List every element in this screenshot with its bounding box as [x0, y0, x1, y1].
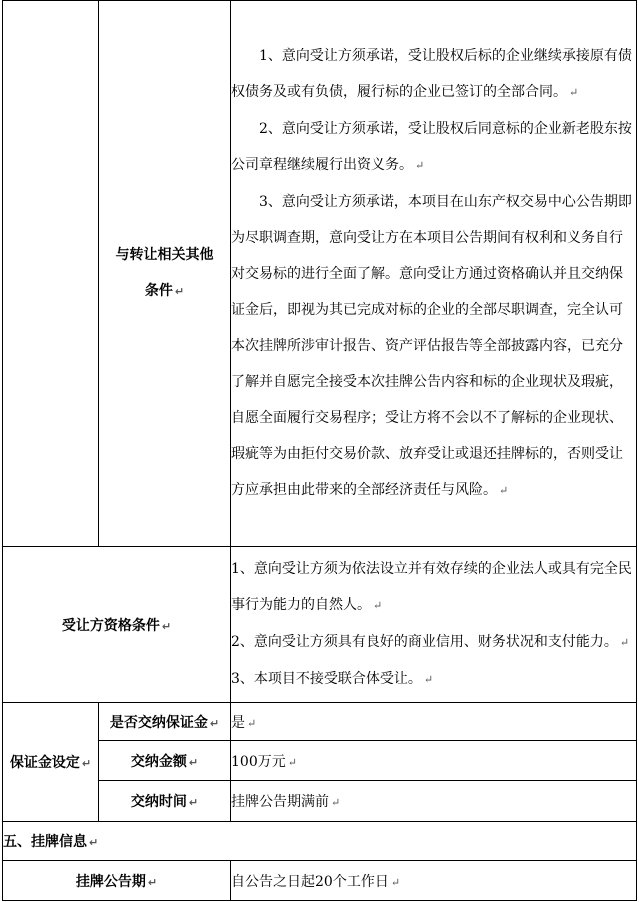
- qualification-label-text: 受让方资格条件: [61, 617, 160, 634]
- transfer-conditions-table: [2, 0, 637, 901]
- paragraph-mark: ↵: [89, 836, 99, 849]
- deposit-row-2: [3, 741, 637, 781]
- other-conditions-content: [231, 1, 637, 547]
- listing-period-row: [3, 861, 637, 901]
- paragraph-mark: ↵: [331, 796, 341, 809]
- listing-period-label: [3, 861, 231, 901]
- deposit-required-label: [99, 703, 231, 741]
- paragraph-mark: ↵: [499, 484, 509, 497]
- other-conditions-label-line1: 与转让相关其他: [115, 247, 214, 263]
- deposit-time-value-text: 挂牌公告期满前: [231, 794, 329, 810]
- listing-section-title-text: 五、挂牌信息: [3, 834, 87, 850]
- listing-period-label-text: 挂牌公告期: [75, 873, 146, 890]
- deposit-row-1: [3, 703, 637, 741]
- deposit-amount-label-text: 交纳金额: [130, 753, 187, 770]
- paragraph-mark: ↵: [287, 755, 297, 769]
- listing-section-title: [3, 822, 637, 861]
- deposit-amount-value: [231, 741, 637, 781]
- deposit-amount-label: [99, 741, 231, 781]
- deposit-time-value: [231, 781, 637, 822]
- paragraph-mark: ↵: [390, 875, 401, 889]
- paragraph-mark: ↵: [423, 673, 434, 686]
- other-conditions-row: [3, 1, 637, 547]
- other-condition-paragraph-3: 3、意向受让方须承诺，本项目在山东产权交易中心公告期即为尽职调查期，意向受让方在本项目公告期间有权利和义务自行对交易标的进行全面了解。意向受让方通过资格确认并且交纳保证金后，即视为其已完成对标的企业的全部尽职调查，完全认可本次挂牌所涉审计报告、资产评估报告等全部披露内容，已充分了解并自愿完全接受本次挂牌公告内容和标的企业现状及瑕疵，自愿全面履行交易程序；受让方将不会以不了解标的企业现状、瑕疵等为由拒付交易价款、放弃受让或退还挂牌标的，否则受让方应承担由此带来的全部经济责任与风险。: [231, 194, 632, 498]
- empty-cell: [3, 1, 99, 547]
- paragraph-mark: ↵: [619, 636, 630, 649]
- listing-period-value: [231, 861, 637, 901]
- paragraph-mark: ↵: [247, 716, 257, 730]
- qualification-row: [3, 547, 637, 703]
- other-conditions-label-line2: 条件: [144, 283, 173, 299]
- deposit-required-value-text: 是: [231, 714, 245, 731]
- paragraph-mark: ↵: [147, 875, 158, 889]
- paragraph-mark: ↵: [188, 796, 199, 809]
- deposit-required-value: [231, 703, 637, 741]
- qualification-item-3: 3、本项目不接受联合体受让。: [231, 671, 422, 687]
- other-condition-paragraph-2: 2、意向受让方须承诺，受让股权后同意标的企业新老股东按公司章程继续履行出资义务。: [231, 121, 632, 173]
- qualification-content: [231, 547, 637, 703]
- deposit-label-text: 保证金设定: [9, 755, 80, 771]
- paragraph-mark: ↵: [161, 619, 172, 633]
- paragraph-mark: ↵: [81, 757, 92, 770]
- paragraph-mark: ↵: [415, 159, 425, 172]
- other-condition-paragraph-1: 1、意向受让方须承诺，受让股权后标的企业继续承接原有债权债务及或有负债，履行标的企业已签订的全部合同。: [231, 48, 632, 100]
- qualification-label: [3, 547, 231, 703]
- other-conditions-label: [99, 1, 231, 547]
- deposit-label: [3, 703, 99, 822]
- paragraph-mark: ↵: [174, 285, 185, 298]
- qualification-item-2: 2、意向受让方须具有良好的商业信用、财务状况和支付能力。: [231, 634, 618, 650]
- deposit-required-label-text: 是否交纳保证金: [109, 714, 208, 731]
- listing-section-row: [3, 822, 637, 861]
- deposit-amount-value-text: 100万元: [231, 753, 286, 770]
- paragraph-mark: ↵: [209, 716, 220, 730]
- paragraph-mark: ↵: [569, 86, 579, 99]
- deposit-time-label-text: 交纳时间: [130, 794, 187, 810]
- listing-period-value-text: 自公告之日起20个工作日: [231, 873, 389, 890]
- deposit-time-label: [99, 781, 231, 822]
- qualification-item-1: 1、意向受让方须为依法设立并有效存续的企业法人或具有完全民事行为能力的自然人。: [231, 561, 632, 613]
- deposit-row-3: [3, 781, 637, 822]
- paragraph-mark: ↵: [373, 599, 383, 612]
- paragraph-mark: ↵: [188, 755, 199, 769]
